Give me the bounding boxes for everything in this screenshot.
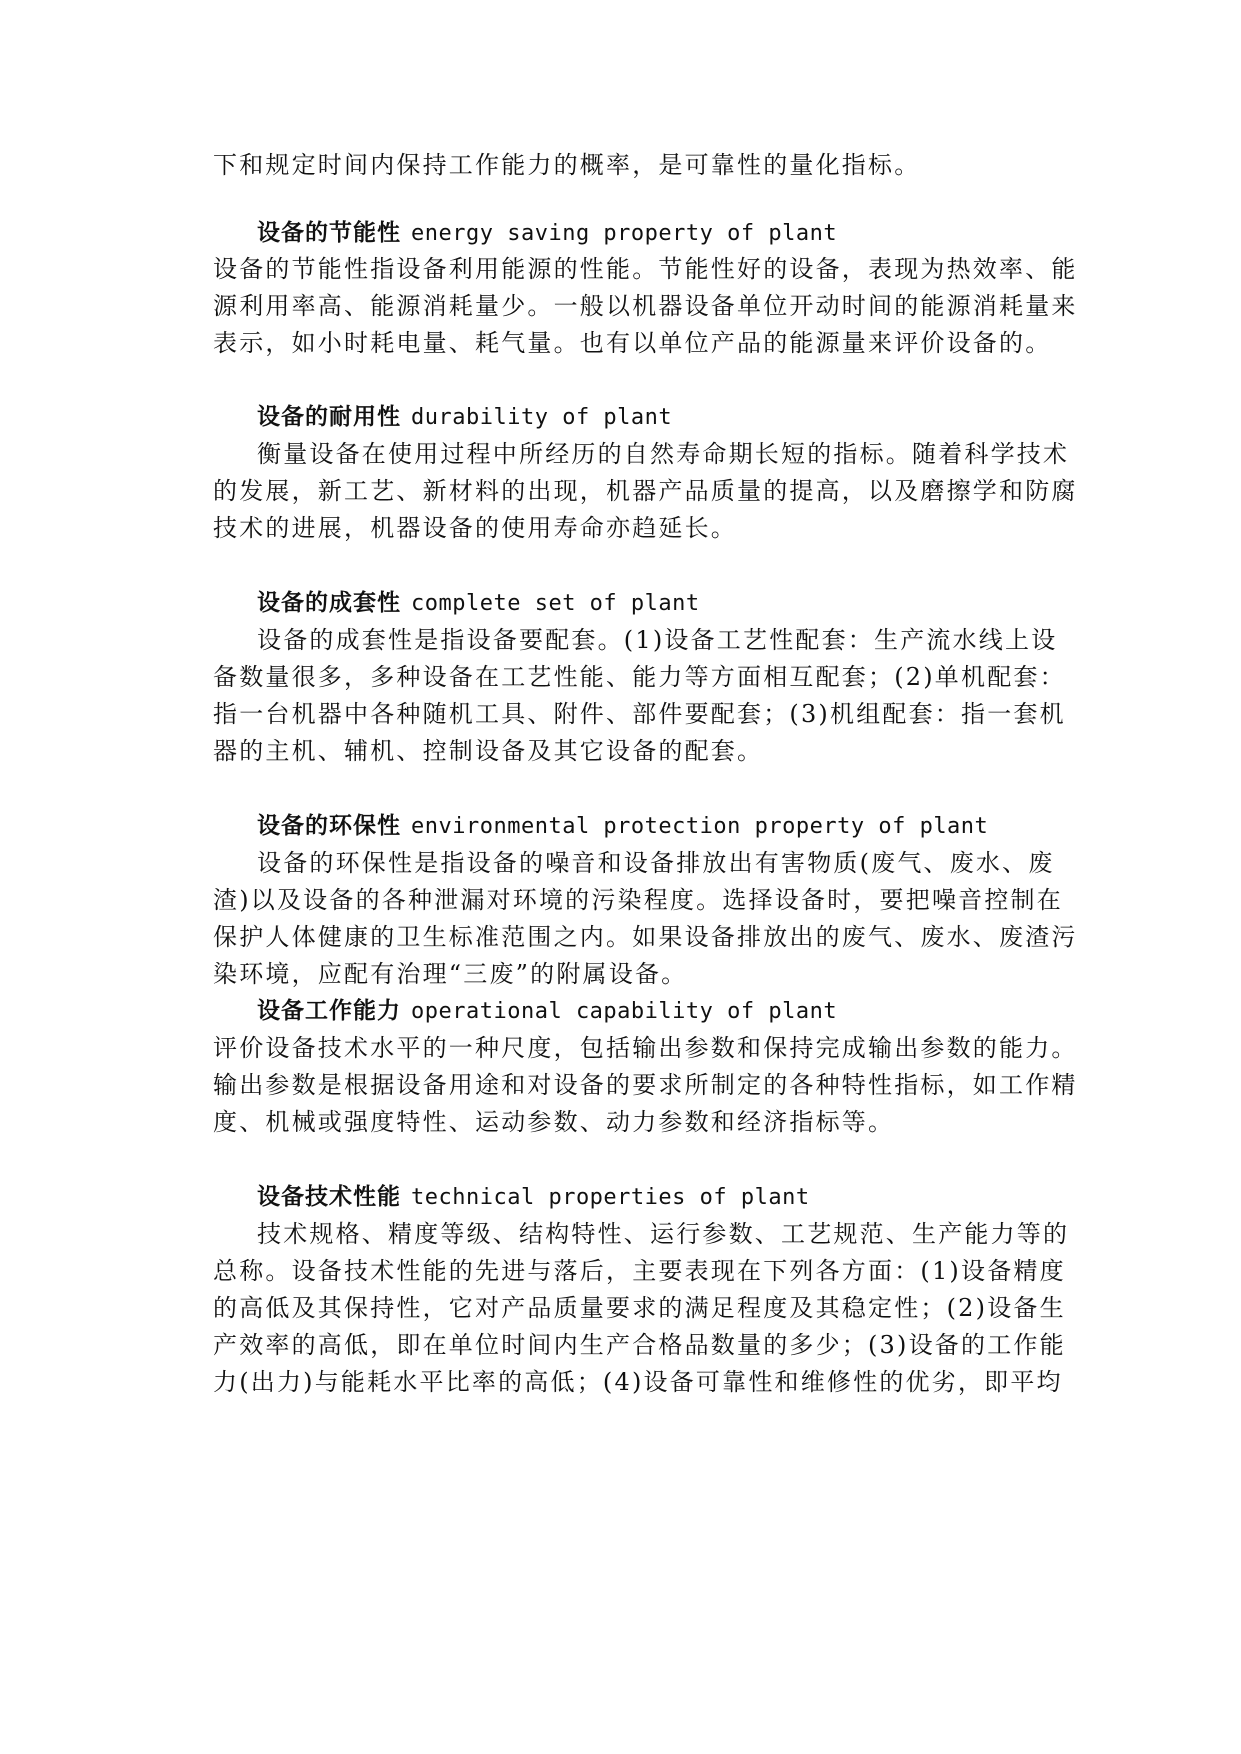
paragraph-line: 技术的进展，机器设备的使用寿命亦趋延长。 (213, 514, 737, 542)
paragraph-line: 产效率的高低，即在单位时间内生产合格品数量的多少；(3)设备的工作能 (213, 1331, 1066, 1359)
paragraph-line: 渣)以及设备的各种泄漏对环境的污染程度。选择设备时，要把噪音控制在 (213, 886, 1063, 914)
heading-zh: 设备工作能力 (257, 997, 401, 1024)
section-heading-complete-set (257, 588, 700, 619)
heading-en: technical properties of plant (411, 1185, 810, 1210)
paragraph-line: 度、机械或强度特性、运动参数、动力参数和经济指标等。 (213, 1108, 895, 1136)
section-heading-environmental (257, 811, 988, 842)
heading-en: durability of plant (411, 405, 673, 430)
section-heading-technical-properties (257, 1182, 810, 1213)
paragraph-line: 输出参数是根据设备用途和对设备的要求所制定的各种特性指标，如工作精 (213, 1071, 1078, 1099)
heading-zh: 设备技术性能 (257, 1183, 401, 1210)
paragraph-line: 器的主机、辅机、控制设备及其它设备的配套。 (213, 737, 764, 765)
heading-en: complete set of plant (411, 591, 700, 616)
heading-zh: 设备的节能性 (257, 219, 401, 246)
paragraph-line: 染环境，应配有治理“三废”的附属设备。 (213, 960, 688, 988)
paragraph-line: 衡量设备在使用过程中所经历的自然寿命期长短的指标。随着科学技术 (257, 440, 1070, 468)
paragraph-line: 下和规定时间内保持工作能力的概率，是可靠性的量化指标。 (213, 151, 921, 179)
paragraph-line: 保护人体健康的卫生标准范围之内。如果设备排放出的废气、废水、废渣污 (213, 923, 1078, 951)
section-heading-durability (257, 402, 672, 433)
heading-zh: 设备的耐用性 (257, 403, 401, 430)
paragraph-line: 设备的成套性是指设备要配套。(1)设备工艺性配套：生产流水线上设 (257, 626, 1058, 654)
paragraph-line: 技术规格、精度等级、结构特性、运行参数、工艺规范、生产能力等的 (257, 1220, 1070, 1248)
paragraph-line: 备数量很多，多种设备在工艺性能、能力等方面相互配套；(2)单机配套： (213, 663, 1066, 691)
heading-en: energy saving property of plant (411, 221, 838, 246)
paragraph-line: 指一台机器中各种随机工具、附件、部件要配套；(3)机组配套：指一套机 (213, 700, 1066, 728)
section-heading-operational-capability (257, 996, 837, 1027)
paragraph-line: 评价设备技术水平的一种尺度，包括输出参数和保持完成输出参数的能力。 (213, 1034, 1078, 1062)
paragraph-line: 设备的环保性是指设备的噪音和设备排放出有害物质(废气、废水、废 (257, 849, 1055, 877)
heading-zh: 设备的成套性 (257, 589, 401, 616)
paragraph-line: 总称。设备技术性能的先进与落后，主要表现在下列各方面：(1)设备精度 (213, 1257, 1066, 1285)
heading-en: environmental protection property of plant (411, 814, 989, 839)
heading-zh: 设备的环保性 (257, 812, 401, 839)
paragraph-line: 力(出力)与能耗水平比率的高低；(4)设备可靠性和维修性的优劣，即平均 (213, 1368, 1063, 1396)
heading-en: operational capability of plant (411, 999, 838, 1024)
section-heading-energy-saving (257, 218, 837, 249)
paragraph-line: 源利用率高、能源消耗量少。一般以机器设备单位开动时间的能源消耗量来 (213, 292, 1078, 320)
paragraph-line: 表示，如小时耗电量、耗气量。也有以单位产品的能源量来评价设备的。 (213, 329, 1052, 357)
paragraph-line: 的高低及其保持性，它对产品质量要求的满足程度及其稳定性；(2)设备生 (213, 1294, 1066, 1322)
paragraph-line: 的发展，新工艺、新材料的出现，机器产品质量的提高，以及磨擦学和防腐 (213, 477, 1078, 505)
paragraph-line: 设备的节能性指设备利用能源的性能。节能性好的设备，表现为热效率、能 (213, 255, 1078, 283)
